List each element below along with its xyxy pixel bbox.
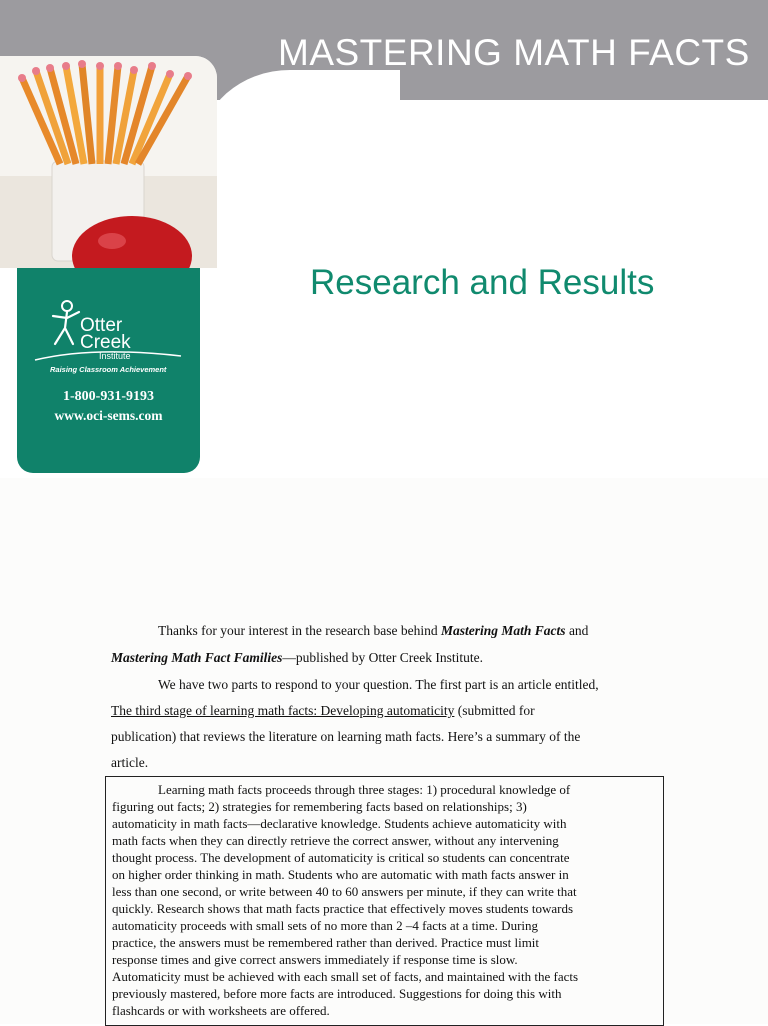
- summary-line: Automaticity must be achieved with each small set of facts, and maintained with the facts: [112, 969, 579, 984]
- summary-line: previously mastered, before more facts are introduced. Suggestions for doing this with: [112, 986, 562, 1001]
- summary-line: on higher order thinking in math. Students who are automatic with math facts answer in: [112, 867, 569, 882]
- summary-line: response times and give correct answers immediately if response time is slow.: [112, 952, 518, 967]
- letter-paragraph-1: Thanks for your interest in the research base behind Mastering Math Facts and: [158, 623, 589, 638]
- summary-line: automaticity proceeds with small sets of no more than 2 –4 facts at a time. During: [112, 918, 539, 933]
- summary-line: math facts when they can directly retrieve the correct answer, without any intervening: [112, 833, 559, 848]
- summary-line: less than one second, or write between 40 to 60 answers per minute, if they can write that: [112, 884, 577, 899]
- summary-line: flashcards or with worksheets are offered.: [112, 1003, 330, 1018]
- letter-paragraph-6: article.: [111, 755, 149, 770]
- logo-panel: [17, 268, 200, 473]
- pencils-apple-photo: [0, 56, 217, 268]
- page-subtitle: Research and Results: [310, 263, 655, 302]
- summary-line: thought process. The development of automaticity is critical so students can concentrate: [112, 850, 570, 865]
- article-summary-box: [105, 776, 664, 1026]
- summary-line: quickly. Research shows that math facts practice that effectively moves students towards: [112, 901, 573, 916]
- summary-line: practice, the answers must be remembered rather than derived. Practice must limit: [112, 935, 540, 950]
- logo-creek-text: Creek: [80, 332, 131, 353]
- summary-line: figuring out facts; 2) strategies for remembering facts based on relationships; 3): [112, 799, 527, 814]
- letter-paragraph-5: publication) that reviews the literature on learning math facts. Here’s a summary of the: [111, 729, 581, 744]
- article-title-link[interactable]: The third stage of learning math facts: Developing automaticity: [111, 703, 455, 718]
- website-link[interactable]: www.oci-sems.com: [54, 408, 163, 423]
- logo-institute-text: Institute: [99, 351, 131, 361]
- letter-paragraph-3: We have two parts to respond to your question. The first part is an article entitled,: [158, 677, 599, 692]
- phone-number: 1-800-931-9193: [63, 389, 154, 404]
- summary-line: Learning math facts proceeds through three stages: 1) procedural knowledge of: [158, 782, 571, 797]
- logo-tagline: Raising Classroom Achievement: [50, 365, 167, 374]
- letter-paragraph-4: The third stage of learning math facts: Developing automaticity (submitted for: [111, 703, 535, 718]
- letter-paragraph-2: Mastering Math Fact Families—published by Otter Creek Institute.: [111, 650, 483, 665]
- summary-line: automaticity in math facts—declarative knowledge. Students achieve automaticity with: [112, 816, 567, 831]
- otter-figure-icon: [47, 298, 83, 350]
- logo-otter-text: Otter: [80, 315, 123, 336]
- page-title: MASTERING MATH FACTS: [278, 32, 750, 73]
